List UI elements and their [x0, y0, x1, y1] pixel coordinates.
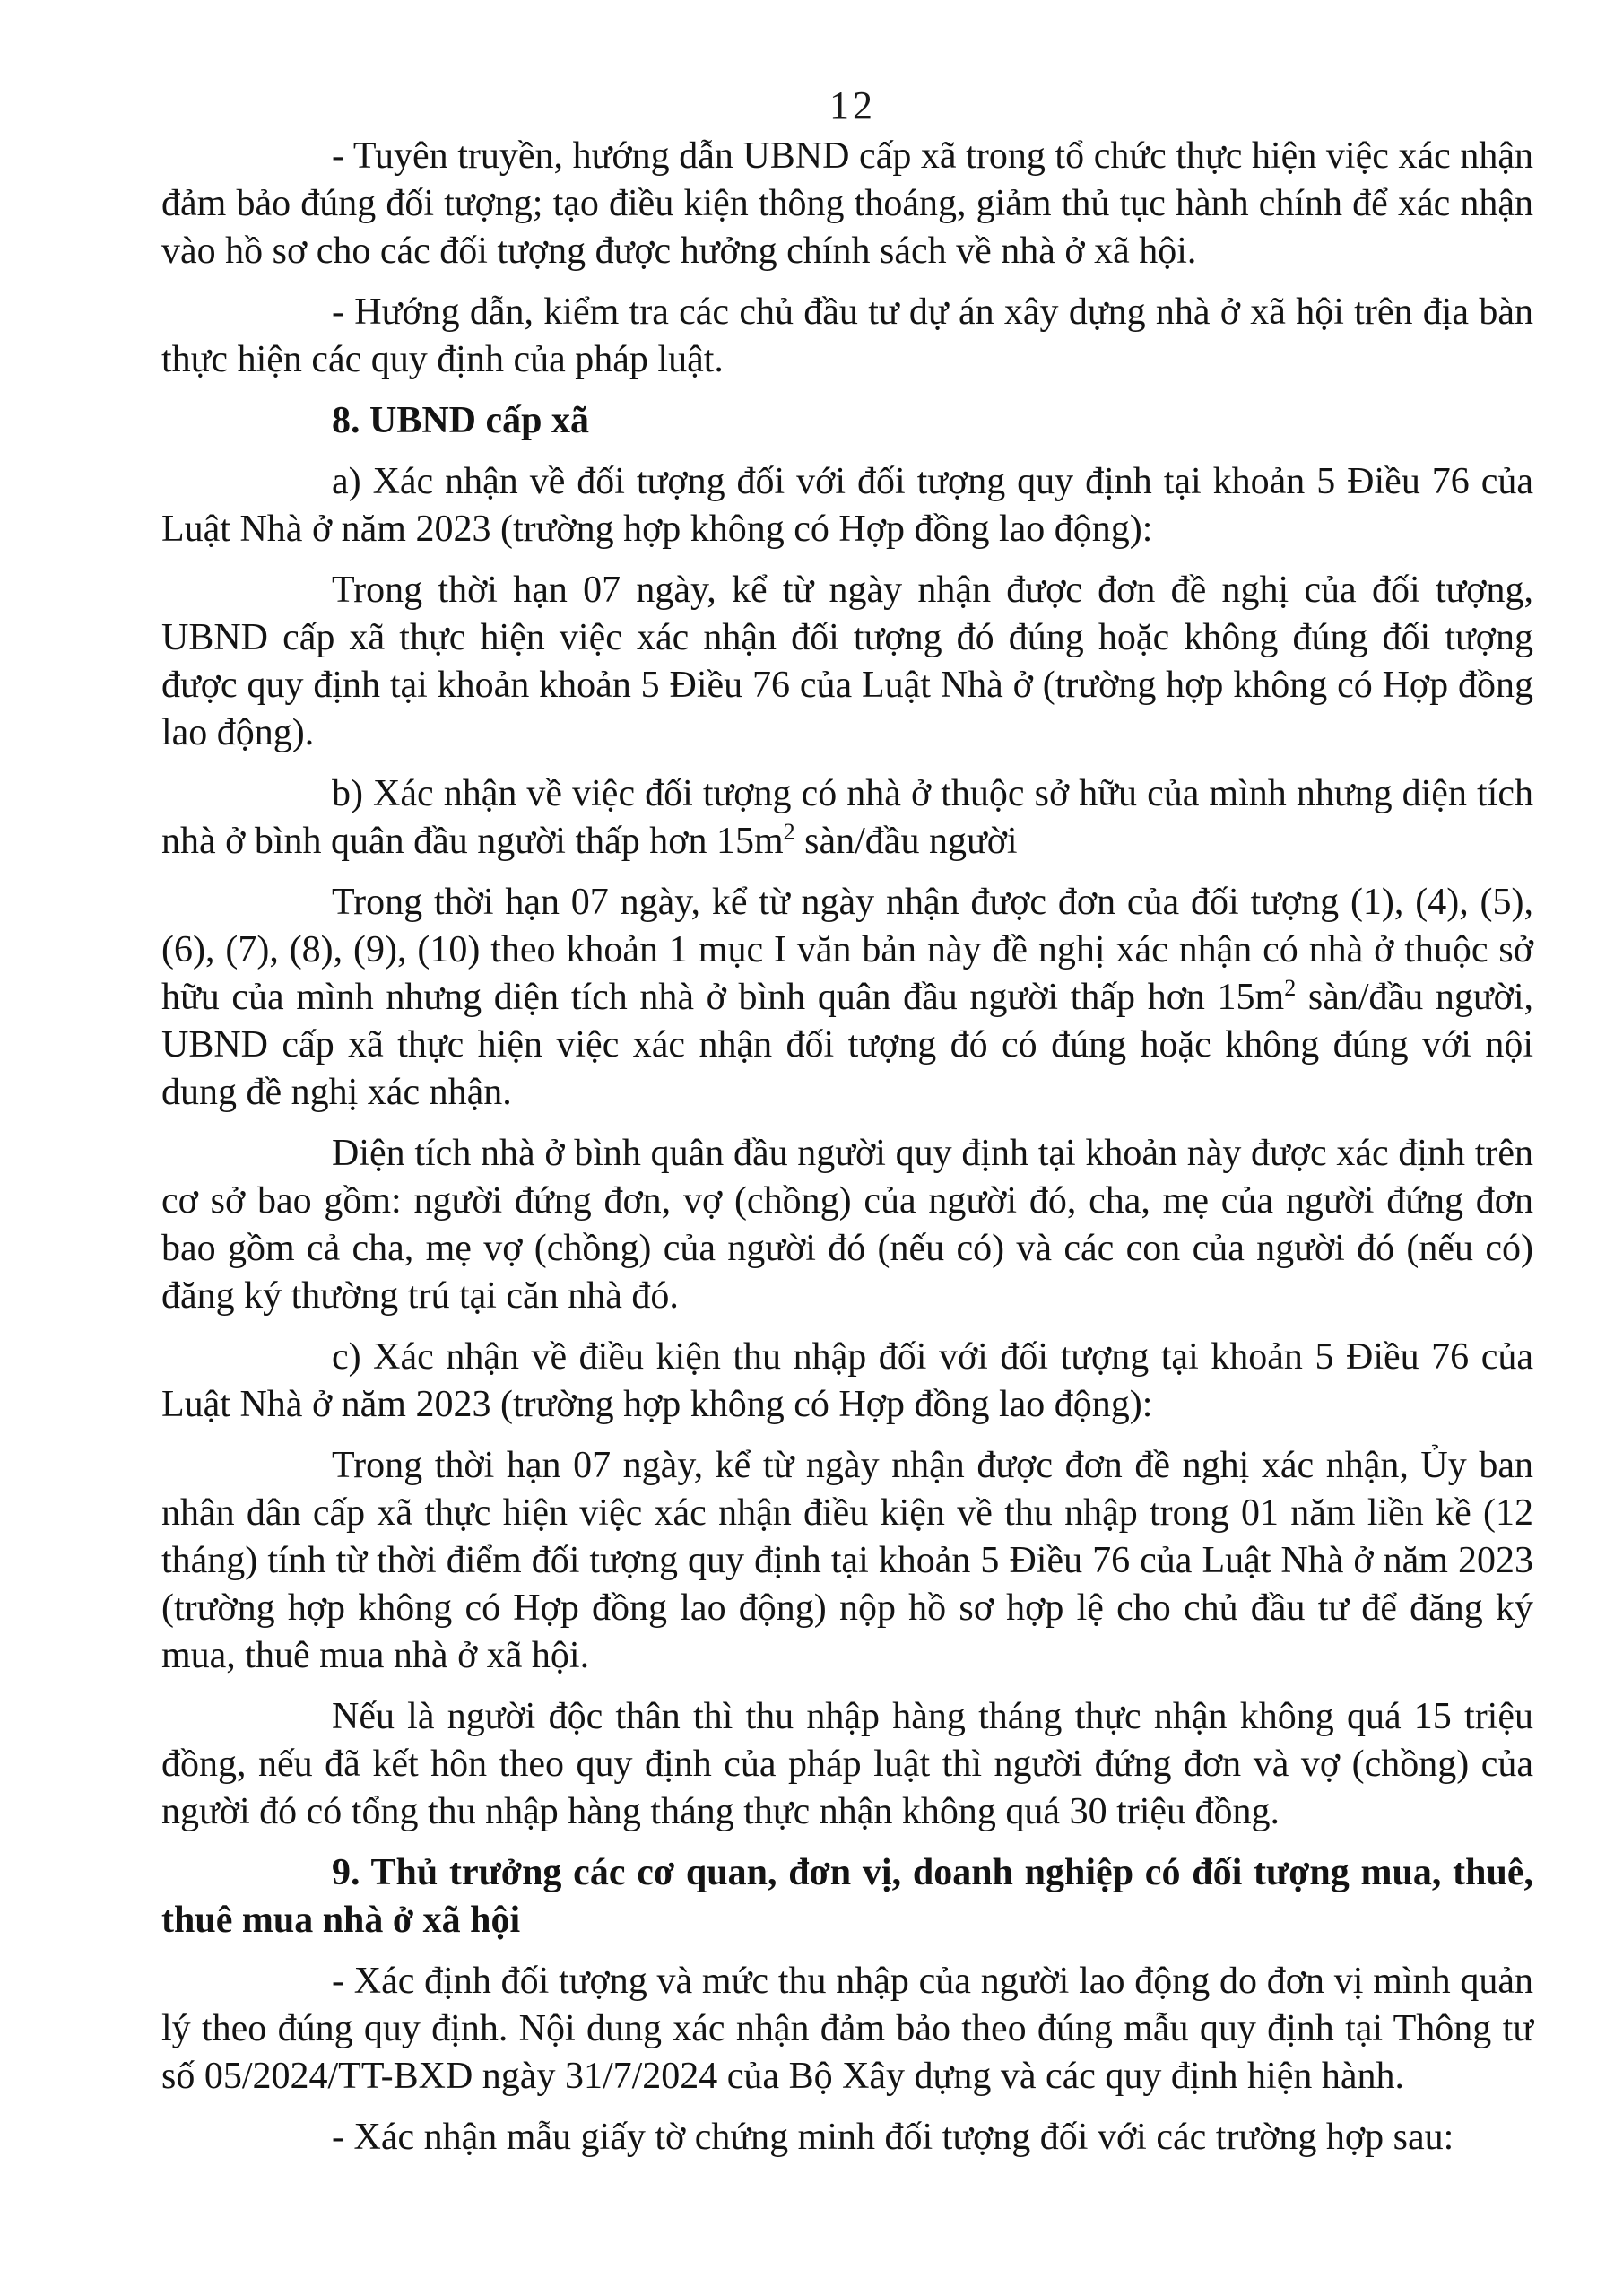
- paragraph: [161, 1442, 1533, 1680]
- paragraph: [161, 1130, 1533, 1320]
- text-run: Trong thời hạn 07 ngày, kể từ ngày nhận được đơn của đối tượng (1), (4), (5), (6), (7), (8), (9), (10) theo khoản 1 mục I văn bản này đề nghị xác nhận có nhà ở thuộc sở hữu của mình nhưng diện tích nhà ở bình quân đầu người thấp hơn 15m: [161, 882, 1533, 1018]
- paragraph: [161, 1958, 1533, 2100]
- text-run: Trong thời hạn 07 ngày, kể từ ngày nhận được đơn đề nghị xác nhận, Ủy ban nhân dân cấp xã thực hiện việc xác nhận điều kiện về thu nhập trong 01 năm liền kề (12 tháng) tính từ thời điểm đối tượng quy định tại khoản 5 Điều 76 của Luật Nhà ở năm 2023 (trường hợp không có Hợp đồng lao động) nộp hồ sơ hợp lệ cho chủ đầu tư để đăng ký mua, thuê mua nhà ở xã hội.: [161, 1445, 1533, 1676]
- paragraph: [161, 1693, 1533, 1836]
- text-run: - Xác nhận mẫu giấy tờ chứng minh đối tượng đối với các trường hợp sau:: [332, 2117, 1454, 2158]
- text-run: Diện tích nhà ở bình quân đầu người quy định tại khoản này được xác định trên cơ sở bao gồm: người đứng đơn, vợ (chồng) của người đó, cha, mẹ của người đứng đơn bao gồm cả cha, mẹ vợ (chồng) của người đó (nếu có) và các con của người đó (nếu có) đăng ký thường trú tại căn nhà đó.: [161, 1133, 1533, 1317]
- page-number: 12: [829, 83, 876, 127]
- text-run: sàn/đầu người: [794, 821, 1018, 862]
- superscript-text: 2: [1284, 975, 1297, 1001]
- paragraph: [161, 1334, 1533, 1429]
- text-run: - Hướng dẫn, kiểm tra các chủ đầu tư dự án xây dựng nhà ở xã hội trên địa bàn thực hiện các quy định của pháp luật.: [161, 291, 1533, 380]
- paragraph: [161, 567, 1533, 757]
- paragraph: [161, 770, 1533, 865]
- section-heading: [161, 397, 1533, 445]
- text-run: 9. Thủ trưởng các cơ quan, đơn vị, doanh nghiệp có đối tượng mua, thuê, thuê mua nhà ở xã hội: [161, 1852, 1533, 1941]
- document-body: [161, 133, 1533, 2175]
- paragraph: [161, 2114, 1533, 2161]
- paragraph: [161, 289, 1533, 384]
- text-run: b) Xác nhận về việc đối tượng có nhà ở thuộc sở hữu của mình nhưng diện tích nhà ở bình quân đầu người thấp hơn 15m: [161, 773, 1533, 862]
- superscript-text: 2: [783, 819, 795, 845]
- paragraph: [161, 879, 1533, 1117]
- text-run: - Xác định đối tượng và mức thu nhập của người lao động do đơn vị mình quản lý theo đúng quy định. Nội dung xác nhận đảm bảo theo đúng mẫu quy định tại Thông tư số 05/2024/TT-BXD ngày 31/7/2024 của Bộ Xây dựng và các quy định hiện hành.: [161, 1961, 1533, 2097]
- text-run: Nếu là người độc thân thì thu nhập hàng tháng thực nhận không quá 15 triệu đồng, nếu đã kết hôn theo quy định của pháp luật thì người đứng đơn và vợ (chồng) của người đó có tổng thu nhập hàng tháng thực nhận không quá 30 triệu đồng.: [161, 1696, 1533, 1832]
- section-heading: [161, 1849, 1533, 1944]
- paragraph: [161, 133, 1533, 275]
- text-run: Trong thời hạn 07 ngày, kể từ ngày nhận được đơn đề nghị của đối tượng, UBND cấp xã thực hiện việc xác nhận đối tượng đó đúng hoặc không đúng đối tượng được quy định tại khoản khoản 5 Điều 76 của Luật Nhà ở (trường hợp không có Hợp đồng lao động).: [161, 570, 1533, 753]
- text-run: a) Xác nhận về đối tượng đối với đối tượng quy định tại khoản 5 Điều 76 của Luật Nhà ở năm 2023 (trường hợp không có Hợp đồng lao động):: [161, 461, 1533, 550]
- text-run: 8. UBND cấp xã: [332, 400, 590, 441]
- text-run: - Tuyên truyền, hướng dẫn UBND cấp xã trong tổ chức thực hiện việc xác nhận đảm bảo đúng đối tượng; tạo điều kiện thông thoáng, giảm thủ tục hành chính để xác nhận vào hồ sơ cho các đối tượng được hưởng chính sách về nhà ở xã hội.: [161, 135, 1533, 272]
- text-run: c) Xác nhận về điều kiện thu nhập đối với đối tượng tại khoản 5 Điều 76 của Luật Nhà ở năm 2023 (trường hợp không có Hợp đồng lao động):: [161, 1336, 1533, 1425]
- text-run: sàn/đầu người, UBND cấp xã thực hiện việc xác nhận đối tượng đó có đúng hoặc không đúng với nội dung đề nghị xác nhận.: [161, 977, 1533, 1113]
- paragraph: [161, 458, 1533, 553]
